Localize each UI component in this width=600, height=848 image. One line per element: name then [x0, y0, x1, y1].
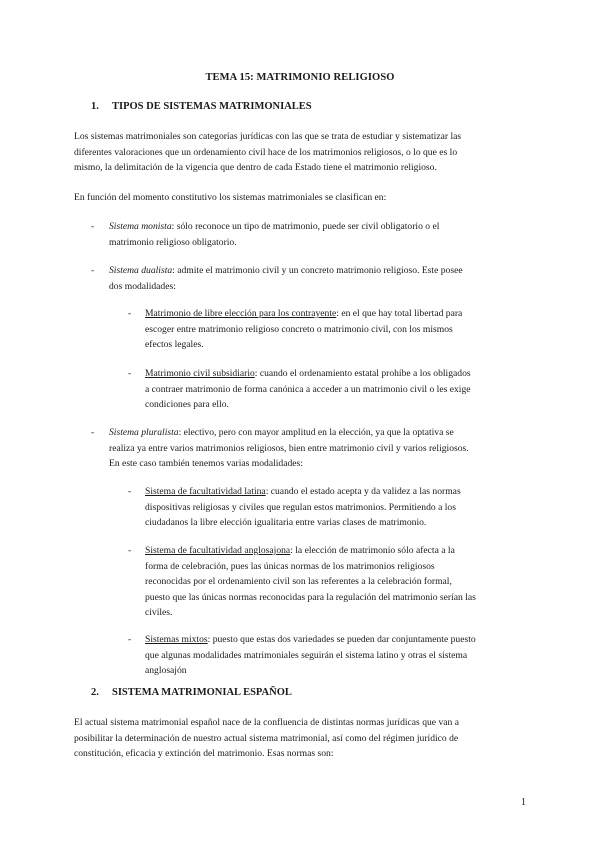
text-line: constitución, eficacia y extinción del matrimonio. Esas normas son:	[74, 748, 334, 759]
text-line: En función del momento constitutivo los sistemas matrimoniales se clasifican en:	[74, 192, 387, 203]
text-line: diferentes valoraciones que un ordenamiento civil hace de los matrimonios religiosos, o lo que es lo	[74, 146, 458, 158]
sublist-bullet: -	[128, 545, 132, 556]
section-2-number: 2.	[91, 687, 99, 698]
item-term: Sistemas mixtos	[145, 634, 208, 645]
text-line: El actual sistema matrimonial español nace de la confluencia de distintas normas jurídicas que van a	[74, 717, 459, 728]
text-line: En este caso también tenemos varias modalidades:	[109, 458, 303, 469]
text-line: escoger entre matrimonio religioso concreto o matrimonio civil, con los mismos	[145, 323, 453, 335]
page-title: TEMA 15: MATRIMONIO RELIGIOSO	[205, 72, 395, 83]
list-item-dualista	[109, 263, 463, 294]
text-line: efectos legales.	[145, 339, 204, 350]
text-line: condiciones para ello.	[145, 399, 229, 410]
section-2-heading	[91, 687, 292, 698]
page-number: 1	[521, 797, 526, 808]
list-bullet: -	[91, 265, 95, 276]
text-line: : cuando el estado acepta y da validez a las normas	[265, 486, 461, 497]
item-term: Sistema pluralista	[109, 427, 179, 438]
item-term: Sistema monista	[109, 221, 172, 232]
list-item-pluralista	[109, 425, 469, 472]
text-line: puesto que las únicas normas reconocidas para la regulación del matrimonio serían las	[145, 591, 476, 603]
text-line: mismo, la delimitación de la vigencia que dentro de cada Estado tiene el matrimonio religioso.	[74, 162, 437, 173]
list-bullet: -	[91, 221, 95, 232]
sublist-bullet: -	[128, 308, 132, 319]
text-line: : en el que hay total libertad para	[336, 308, 463, 319]
text-line: realiza ya entre varios matrimonios religiosos, bien entre matrimonio civil y varios religiosos.	[109, 442, 469, 454]
text-line: : sólo reconoce un tipo de matrimonio, puede ser civil obligatorio o el	[171, 221, 440, 232]
sublist-item-anglosajona	[145, 543, 476, 621]
sublist-item-libre-eleccion	[145, 306, 462, 353]
text-line: matrimonio religioso obligatorio.	[109, 236, 237, 248]
section-1-heading	[91, 101, 312, 112]
item-term: Matrimonio civil subsidiario	[145, 368, 255, 379]
item-term: Sistema de facultatividad latina	[145, 486, 266, 497]
text-line: : electivo, pero con mayor amplitud en la elección, ya que la optativa se	[178, 427, 454, 438]
text-line: anglosajón	[145, 665, 187, 676]
text-line: dispositivas religiosas y civiles que regulan estos matrimonios. Permitiendo a los	[145, 501, 456, 513]
text-line: civiles.	[145, 607, 173, 618]
text-line: : puesto que estas dos variedades se pueden dar conjuntamente puesto	[207, 634, 476, 645]
sublist-item-latina	[145, 484, 461, 531]
section-1-title: TIPOS DE SISTEMAS MATRIMONIALES	[112, 101, 312, 112]
text-line: Los sistemas matrimoniales son categorías jurídicas con las que se trata de estudiar y sistematizar las	[74, 131, 462, 142]
intro-paragraph	[74, 129, 461, 176]
text-line: forma de celebración, pues las únicas normas de los matrimonios religiosos	[145, 560, 435, 572]
section-2-paragraph	[74, 715, 459, 762]
section-1-number: 1.	[91, 101, 99, 112]
classify-paragraph	[74, 190, 386, 206]
sublist-item-civil-subsidiario	[145, 366, 471, 413]
sublist-bullet: -	[128, 486, 132, 497]
item-term: Sistema de facultatividad anglosajona	[145, 545, 291, 556]
item-term: Matrimonio de libre elección para los contrayente	[145, 308, 337, 319]
text-line: : admite el matrimonio civil y un concreto matrimonio religioso. Este posee	[172, 265, 463, 276]
text-line: posibilitar la determinación de nuestro actual sistema matrimonial, así como del régimen jurídico de	[74, 732, 459, 744]
text-line: que algunas modalidades matrimoniales seguirán el sistema latino y otras el sistema	[145, 649, 468, 661]
section-2-title: SISTEMA MATRIMONIAL ESPAÑOL	[112, 687, 292, 698]
sublist-item-mixtos	[145, 632, 476, 679]
sublist-bullet: -	[128, 368, 132, 379]
sublist-bullet: -	[128, 634, 132, 645]
item-term: Sistema dualista	[109, 265, 173, 276]
text-line: reconocidas por el ordenamiento civil son las referentes a la celebración formal,	[145, 576, 452, 587]
text-line: dos modalidades:	[109, 280, 176, 292]
list-bullet: -	[91, 427, 95, 438]
text-line: a contraer matrimonio de forma canónica a acceder a un matrimonio civil o les exige	[145, 383, 471, 395]
text-line: : la elección de matrimonio sólo afecta a la	[290, 545, 455, 556]
text-line: : cuando el ordenamiento estatal prohíbe a los obligados	[254, 368, 471, 379]
list-item-monista	[109, 219, 439, 250]
text-line: ciudadanos la libre elección igualitaria entre varias clases de matrimonio.	[145, 517, 427, 528]
